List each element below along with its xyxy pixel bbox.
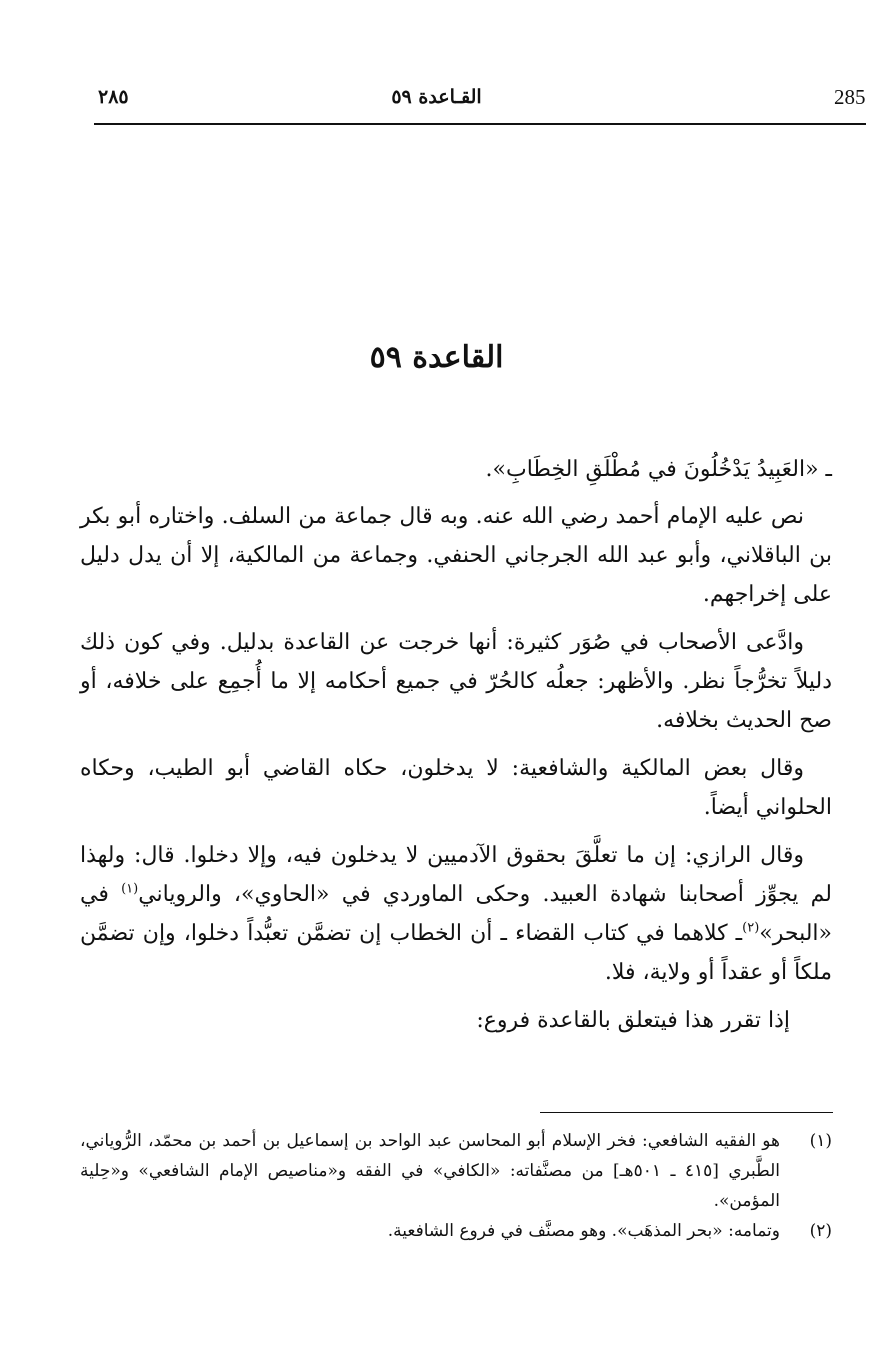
rule-statement: ـ «العَبِيدُ يَدْخُلُونَ في مُطْلَقِ الخِطَابِ».	[485, 457, 832, 482]
paragraph: نص عليه الإمام أحمد رضي الله عنه. وبه قال جماعة من السلف. واختاره أبو بكر بن الباقلاني، وأبو عبد الله الجرجاني الحنفي. وجماعة من المالكية، إلا أن يدل دليل على إخراجهم.	[80, 504, 832, 607]
paragraph: وقال بعض المالكية والشافعية: لا يدخلون، حكاه القاضي أبو الطيب، وحكاه الحلواني أيضاً.	[80, 756, 832, 820]
footnote	[80, 1126, 832, 1216]
footnote-number: (٢)	[809, 1221, 832, 1241]
closing-line: إذا تقرر هذا فيتعلق بالقاعدة فروع:	[476, 1008, 790, 1033]
razi-text-part3: ـ كلاهما في كتاب القضاء ـ أن الخطاب إن تضمَّن تعبُّداً دخلوا، وإن تضمَّن ملكاً أو عقداً أو ولاية، فلا.	[80, 921, 832, 985]
razi-paragraph	[80, 836, 832, 992]
footnote-ref-2[interactable]: (٢)	[742, 920, 760, 936]
footnotes	[80, 1126, 832, 1246]
page-number-arabic: ٢٨٥	[98, 86, 129, 108]
footnote-text: هو الفقيه الشافعي: فخر الإسلام أبو المحاسن عبد الواحد بن إسماعيل بن أحمد بن محمّد، الرُّوياني، الطَّبري [٤١٥ ـ ٥٠١هـ] من مصنَّفاته: «الكافي» في الفقه و«مناصيص الإمام الشافعي» و«حِلية المؤمن».	[80, 1131, 780, 1211]
footnote-ref-1[interactable]: (١)	[121, 881, 139, 897]
razi-text-part1: وقال الرازي: إن ما تعلَّقَ بحقوق الآدميين لا يدخلون فيه، وإلا دخلوا. قال: ولهذا لم يجوِّز أصحابنا شهادة العبيد. وحكى الماوردي في «الحاوي»، والروياني	[80, 843, 832, 907]
rule-heading: القاعدة ٥٩	[369, 340, 504, 375]
footnote-divider	[540, 1112, 833, 1113]
main-text	[80, 450, 832, 1049]
footnote	[80, 1216, 832, 1246]
header-divider	[94, 123, 866, 125]
footnote-text: وتمامه: «بحر المذهَب». وهو مصنَّف في فروع الشافعية.	[387, 1221, 780, 1241]
footnote-number: (١)	[809, 1131, 832, 1151]
running-title: القـاعدة ٥٩	[391, 86, 482, 108]
paragraph: وادَّعى الأصحاب في صُوَر كثيرة: أنها خرجت عن القاعدة بدليل. وفي كون ذلك دليلاً تخرُّجاً نظر. والأظهر: جعلُه كالحُرّ في جميع أحكامه إلا ما أُجمِع على خلافه، أو صح الحديث بخلافه.	[80, 630, 832, 733]
razi-text-part2: في «البحر»	[80, 882, 832, 946]
page-number-latin: 285	[834, 85, 866, 109]
